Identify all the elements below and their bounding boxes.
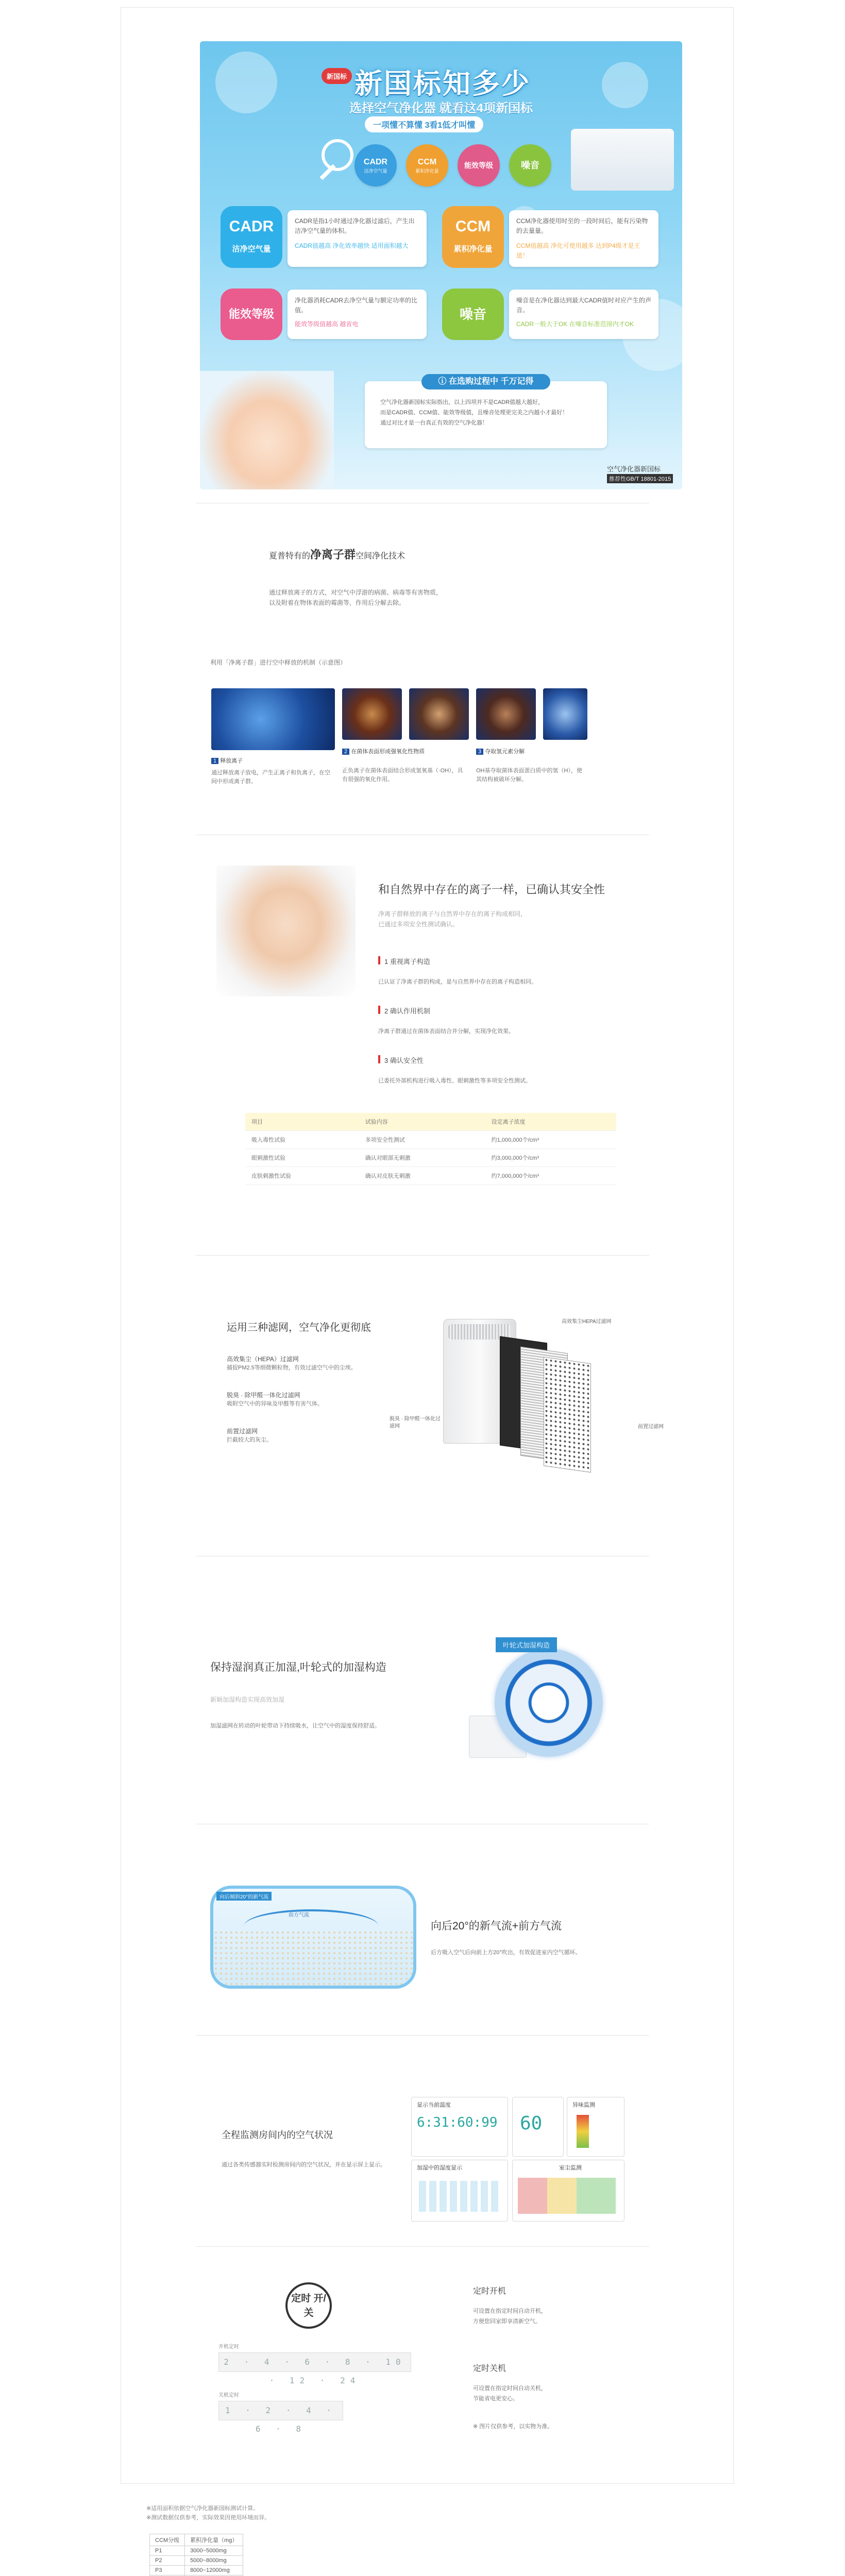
baby-photo <box>216 866 356 996</box>
ion-desc: 通过释放离子的方式，对空气中浮游的病菌、病毒等有害物质， 以及附着在物体表面的霉菌等，作用后分解去除。 <box>269 589 443 606</box>
bacteria-image-2 <box>409 688 469 740</box>
purifier-exploded-view <box>443 1319 598 1479</box>
warning-box: ⓘ 在选购过程中 千万记得 空气净化器新国标实际指出，以上四项并不是CADR值越大越好， 而是CADR值、CCM值、能效等级值，且噪音处理更完美之内越小才最好！ 通过对比才是一台真正有效的空气净化器！ <box>365 381 607 448</box>
filter-section-title: 运用三种滤网，空气净化更彻底 <box>227 1322 371 1333</box>
humidity-display-panel: 加湿中的湿度显示 <box>411 2160 508 2222</box>
bacteria-image-1 <box>342 688 402 740</box>
airflow-title: 向后20°的新气流+前方气流 <box>431 1920 562 1932</box>
off-timer-label: 关机定时 <box>218 2393 239 2398</box>
standard-label: 空气净化器新国标 <box>607 465 661 473</box>
airflow-label-2: 前方气流 <box>289 1912 309 1918</box>
safety-point-1-text: 已认证了净离子群的构成，是与自然界中存在的离子构造相同。 <box>378 979 537 985</box>
timer-note: ※ 图片仅供参考，以实物为准。 <box>473 2424 553 2430</box>
noise-circle: 噪音 <box>509 144 551 187</box>
table-row: 皮肤刺激性试验 确认对皮肤无刺激 约7,000,000个/cm³ <box>245 1167 616 1185</box>
step-3-text: OH基夺取菌体表面蛋白质中的氢（H），使其结构被破坏分解。 <box>476 768 582 783</box>
banner-slogan: 一项懂不算懂 3看1低才叫懂 <box>365 116 483 132</box>
timer-icon: 定时 开/关 <box>285 2282 332 2329</box>
safety-test-table: 项目 试验内容 设定离子浓度 吸入毒性试验 多项安全性测试 约1,000,000个/cm³ 眼刺激性试验 确认对眼部无刺激 约3,000,000个/cm³ 皮肤刺激性试验 确认对皮肤无刺激 约7,000,000个/cm³ <box>245 1113 616 1185</box>
efficiency-card: 净化器消耗CADR去净空气量与额定功率的比值。 能效等级值越高 越省电 <box>288 290 427 339</box>
step-1-text: 通过释放离子放电，产生正离子和负离子，在空间中形成离子群。 <box>211 770 330 785</box>
efficiency-circle: 能效等级 <box>458 144 500 187</box>
filter-deodorize: 脱臭 · 除甲醛一体化过滤网 吸附空气中的异味及甲醛等有害气体。 <box>227 1392 323 1407</box>
safety-point-2-text: 净离子群通过在菌体表面结合并分解，实现净化效果。 <box>378 1028 514 1035</box>
timer-on-title: 定时开机 <box>473 2287 506 2296</box>
new-standard-tag: 新国标 <box>322 68 352 84</box>
bacteria-image-3 <box>476 688 536 740</box>
ion-section-title: 夏普特有的净离子群空间净化技术 <box>269 548 405 561</box>
label-hepa: 高效集尘HEPA过滤网 <box>562 1319 612 1325</box>
safety-point-1-title: 1 重视离子构造 <box>384 958 430 965</box>
noise-badge: 噪音 <box>442 289 504 340</box>
ccm-level-table: CCM分级 累积净化量（mg） P1 3000~5000mg P2 5000~8000mg P3 8000~12000mg <box>149 2534 243 2576</box>
ion-mechanism-caption: 利用「净离子群」进行空中释放的机制（示意图） <box>210 659 347 666</box>
monitor-title: 全程监测房间内的空气状况 <box>222 2130 333 2140</box>
cadr-circle: CADR 洁净空气量 <box>354 144 397 187</box>
on-timer-sequence: 2 · 4 · 6 · 8 · 10 · 12 · 24 <box>218 2352 411 2372</box>
timer-off-title: 定时关机 <box>473 2364 506 2373</box>
safety-point-3-title: 3 确认安全性 <box>384 1057 424 1064</box>
ccm-card: CCM净化器使用时至的一段时间后，能有污染物的去量量。 CCM值越高 净化可使用越多 达到P4级才是王道！ <box>509 210 658 267</box>
footnote-line-1: ※适用面积依据空气净化器新国标测试计算。 <box>146 2505 259 2512</box>
sleeping-baby-image <box>200 371 334 489</box>
humidify-title: 保持湿润真正加湿,叶轮式的加湿构造 <box>210 1662 386 1673</box>
on-timer-label: 开机定时 <box>218 2344 239 2350</box>
off-timer-sequence: 1 · 2 · 4 · 6 · 8 <box>218 2401 343 2420</box>
noise-card: 噪音是在净化器达到最大CADR值时对应产生的声音。 CADR一般大于OK 在噪音标准范围内才OK <box>509 290 658 339</box>
temp-display-panel: 显示当前温度 6:31:60:99 <box>411 2097 508 2157</box>
table-row: P3 8000~12000mg <box>150 2566 243 2575</box>
airflow-label-1: 向后倾斜20°的新气流 <box>216 1892 272 1901</box>
airflow-desc: 后方吸入空气后向前上方20°吹出，有效促进室内空气循环。 <box>431 1950 581 1956</box>
footnote-line-2: ※测试数据仅供参考，实际效果因使用环境而异。 <box>146 2515 271 2521</box>
table-row: 眼刺激性试验 确认对眼部无刺激 约3,000,000个/cm³ <box>245 1149 616 1167</box>
humidity-value-panel: 60 <box>512 2097 564 2157</box>
magnifier-icon <box>322 139 353 171</box>
info-icon: ⓘ <box>438 377 449 386</box>
step-3-label: 3 夺取氢元素分解 <box>476 747 525 755</box>
monitor-desc: 通过各类传感器实时检测房间内的空气状况，并在显示屏上显示。 <box>222 2162 386 2168</box>
safety-intro: 净离子群释放的离子与自然界中存在的离子构成相同， 已通过多项安全性测试确认。 <box>378 910 527 928</box>
ccm-circle: CCM 累积净化量 <box>406 144 448 187</box>
ion-release-image <box>211 688 335 750</box>
safety-title: 和自然界中存在的离子一样，已确认其安全性 <box>378 883 605 896</box>
safety-point-2-title: 2 确认作用机制 <box>384 1007 430 1015</box>
odor-monitor-panel: 异味监测 <box>567 2097 624 2157</box>
table-row: P1 3000~5000mg <box>150 2546 243 2556</box>
humidify-subtitle: 新颖加湿构造实现高效加湿 <box>210 1696 285 1703</box>
purifier-room-image <box>571 129 674 191</box>
cadr-card: CADR是指1小时通过净化器过滤后，产生出洁净空气量的体积。 CADR值越高 净化效率越快 适用面积越大 <box>288 210 427 267</box>
safety-point-3-text: 已委托外部机构进行吸入毒性、眼刺激性等多项安全性测试。 <box>378 1078 531 1084</box>
step-1-label: 1 释放离子 <box>211 756 243 765</box>
airflow-image <box>210 1886 416 1989</box>
humidify-desc: 加湿滤网在转动的叶轮带动下持续吸水，让空气中的湿度保持舒适。 <box>210 1723 380 1729</box>
banner-subtitle: 选择空气净化器 就看这4项新国标 <box>349 101 533 115</box>
timer-on-text: 可设置在指定时间自动开机， 方便您回家即享清新空气。 <box>473 2308 547 2325</box>
decomposed-image <box>543 688 587 740</box>
filter-hepa: 高效集尘（HEPA）过滤网 捕捉PM2.5等细微颗粒物，有效过滤空气中的尘埃。 <box>227 1355 357 1371</box>
label-deodorize: 脱臭 · 除甲醛一体化过滤网 <box>390 1416 441 1429</box>
table-row: 吸入毒性试验 多项安全性测试 约1,000,000个/cm³ <box>245 1131 616 1149</box>
ccm-badge: CCM 累积净化量 <box>442 206 504 268</box>
standard-number: 推荐性GB/T 18801-2015 <box>607 474 673 483</box>
banner-title: 新国标知多少 <box>354 69 531 99</box>
step-2-label: 2 在菌体表面形成强氧化性物质 <box>342 747 425 755</box>
humidify-badge: 叶轮式加湿构造 <box>496 1637 557 1652</box>
step-2-text: 正负离子在菌体表面结合形成氢氧基（·OH），具有很强的氧化作用。 <box>342 768 463 783</box>
timer-off-text: 可设置在指定时间自动关机， 节能省电更安心。 <box>473 2385 547 2402</box>
new-standard-banner <box>200 41 682 489</box>
dust-monitor-panel: 室尘监测 <box>512 2160 624 2222</box>
table-row: P2 5000~8000mg <box>150 2556 243 2566</box>
efficiency-badge: 能效等级 <box>221 289 282 340</box>
filter-pre: 前置过滤网 拦截较大的灰尘。 <box>227 1428 272 1443</box>
cadr-badge: CADR 洁净空气量 <box>221 206 282 268</box>
label-prefilter: 前置过滤网 <box>638 1424 664 1430</box>
